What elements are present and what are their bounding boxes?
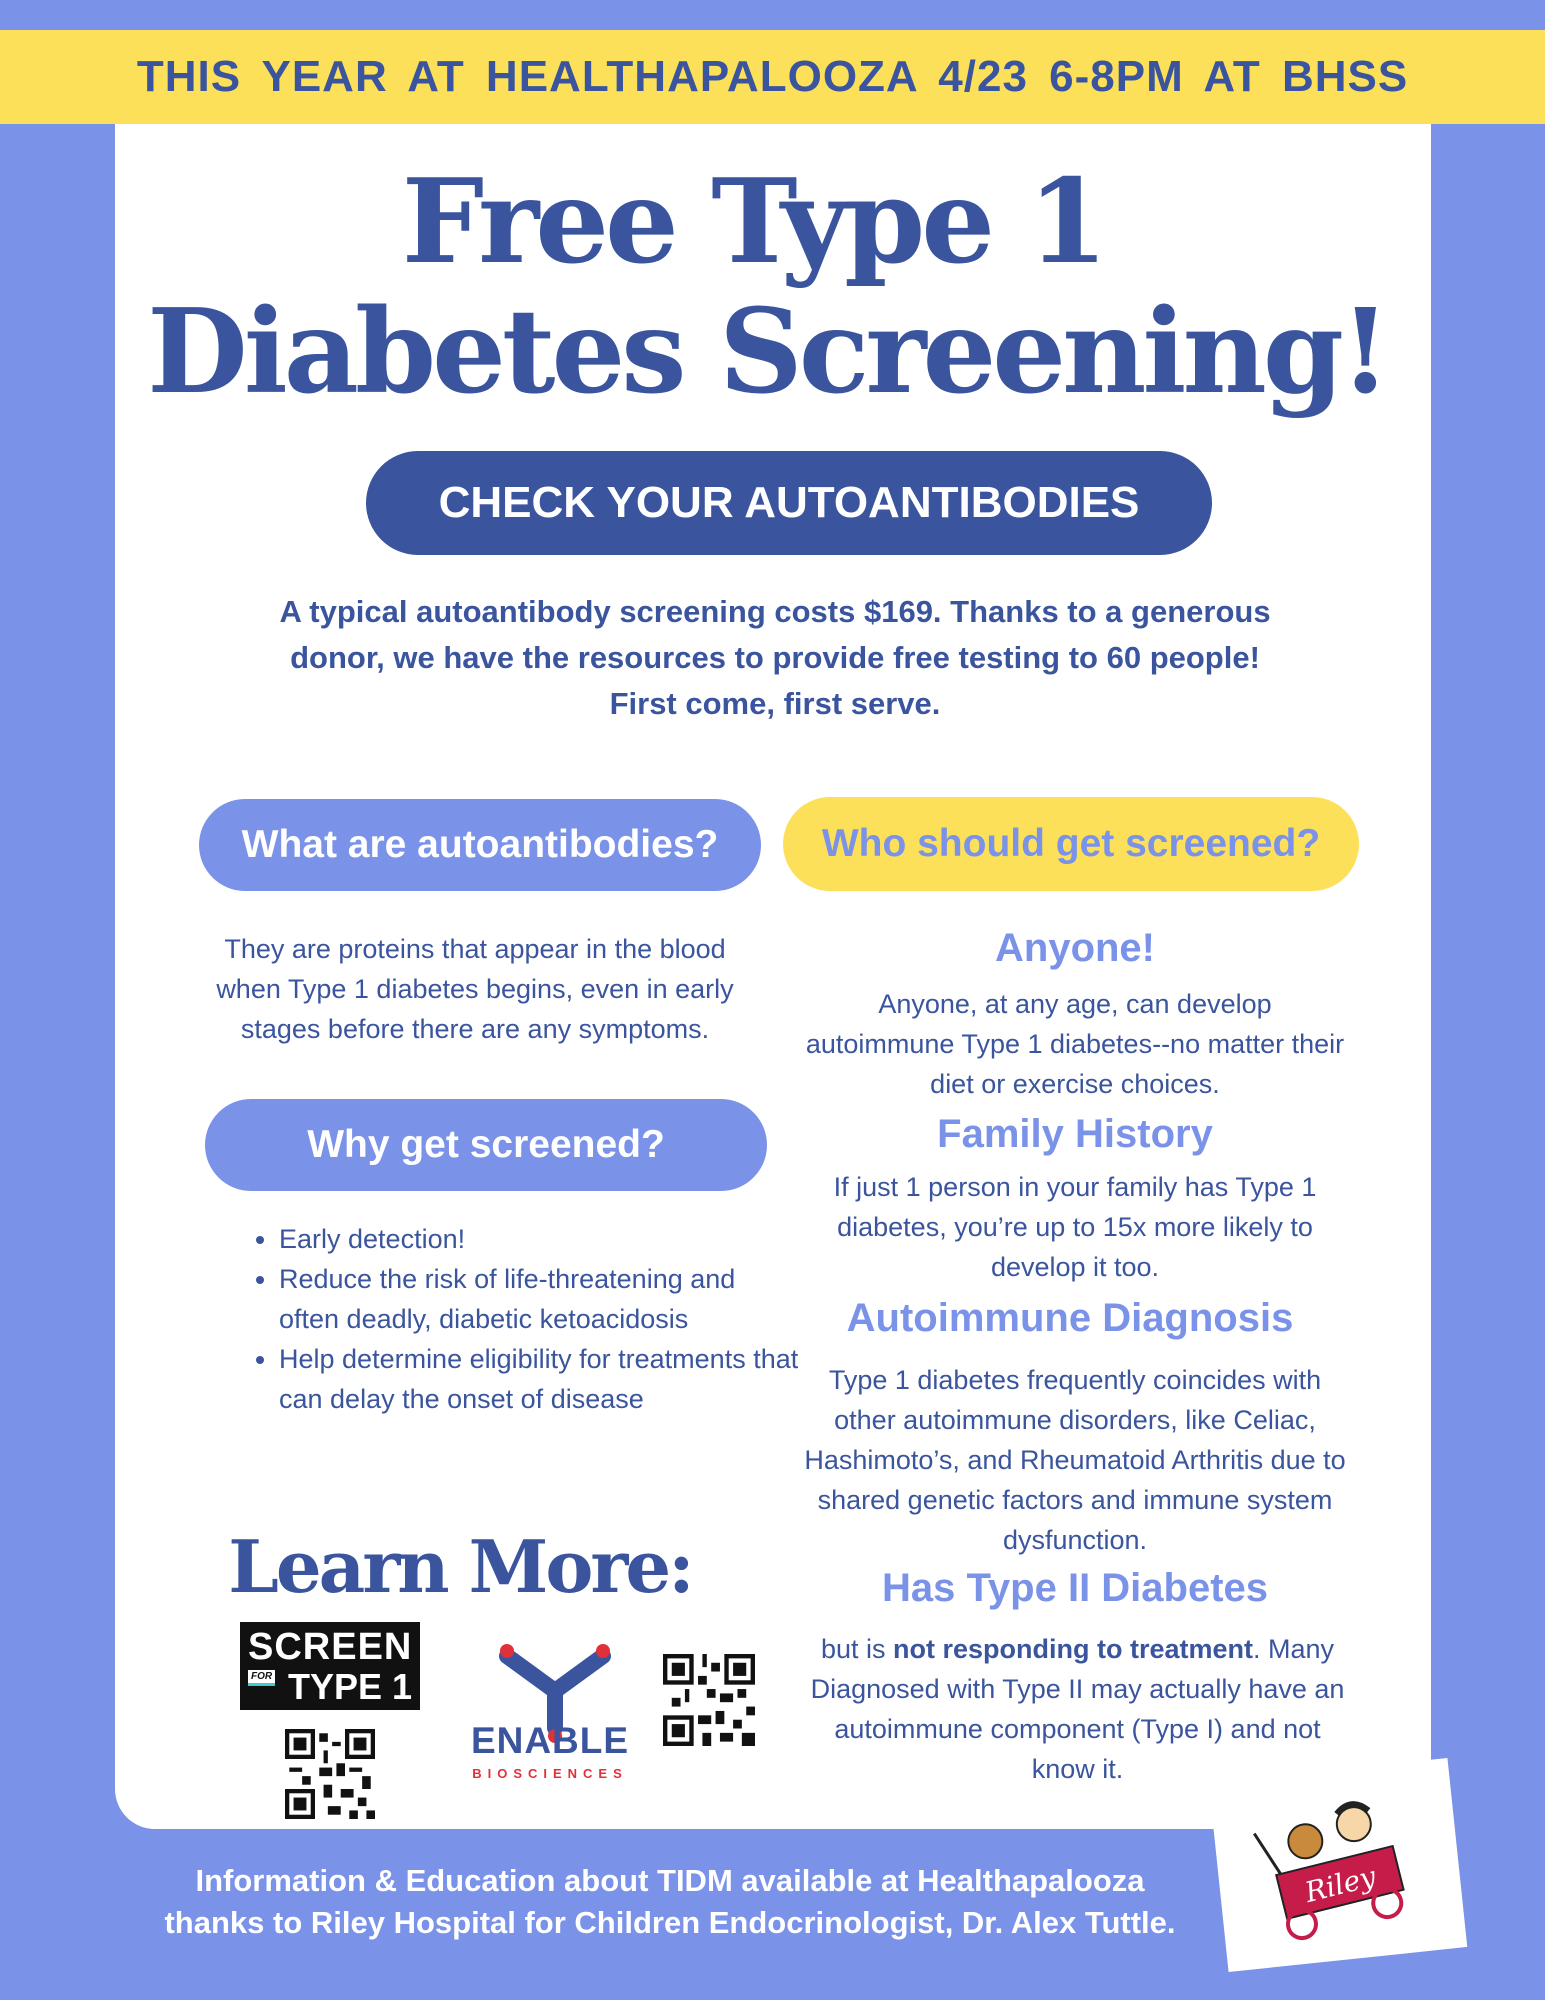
why-bullet-item: • Early detection! xyxy=(279,1219,799,1259)
type2-text xyxy=(805,1629,1350,1789)
enable-logo-sub: BIOSCIENCES xyxy=(472,1766,628,1781)
why-bullet-list xyxy=(245,1219,799,1419)
footer-line-2: thanks to Riley Hospital for Children Endocrinologist, Dr. Alex Tuttle. xyxy=(164,1905,1176,1940)
type2-heading: Has Type II Diabetes xyxy=(881,1566,1269,1610)
screen-logo-line-2: TYPE 1 xyxy=(288,1666,413,1707)
screen-logo-for: FOR xyxy=(248,1670,275,1686)
intro-line-1: A typical autoantibody screening costs $169. Thanks to a generous xyxy=(279,594,1271,629)
learn-more-heading: Learn More: xyxy=(228,1524,692,1609)
footer-text xyxy=(110,1860,1230,1944)
family-history-text: If just 1 person in your family has Type 1 diabetes, you’re up to 15x more likely to develop it too. xyxy=(833,1172,1317,1282)
footer-line-1: Information & Education about TIDM available at Healthapalooza xyxy=(195,1863,1145,1898)
headline-line-1: Free Type 1 xyxy=(401,154,1105,290)
enable-logo-word: ENABLE xyxy=(470,1720,630,1761)
why-bullet-item: • Reduce the risk of life-threatening and often deadly, diabetic ketoacidosis xyxy=(279,1259,799,1339)
type2-text-bold: not responding to treatment xyxy=(893,1634,1253,1664)
why-bullet-item: • Help determine eligibility for treatments that can delay the onset of disease xyxy=(279,1339,799,1419)
headline-line-2: Diabetes Screening! xyxy=(147,284,1387,420)
what-heading-pill: What are autoantibodies? xyxy=(199,799,761,891)
check-autoantibodies-pill: CHECK YOUR AUTOANTIBODIES xyxy=(366,451,1212,555)
intro-text xyxy=(235,589,1315,727)
who-heading-pill: Who should get screened? xyxy=(783,797,1359,891)
riley-logo-text: Riley xyxy=(1301,1859,1380,1909)
riley-hospital-logo xyxy=(1209,1758,1468,1972)
qr-code-icon[interactable] xyxy=(285,1729,375,1819)
qr-code-icon[interactable] xyxy=(663,1654,755,1746)
autoimmune-diagnosis-heading: Autoimmune Diagnosis xyxy=(846,1296,1294,1340)
family-history-heading: Family History xyxy=(937,1112,1213,1156)
intro-line-3: First come, first serve. xyxy=(609,686,941,721)
type2-text-post: . Many Diagnosed with Type II may actually have an autoimmune component (Type I) and not know it. xyxy=(810,1634,1345,1784)
event-banner-text: THIS YEAR AT HEALTHAPALOOZA 4/23 6-8PM AT BHSS xyxy=(136,52,1409,101)
why-heading-pill: Why get screened? xyxy=(205,1099,767,1191)
enable-biosciences-logo-icon[interactable] xyxy=(455,1636,655,1786)
screen-for-type1-logo[interactable] xyxy=(240,1622,420,1710)
riley-wagon-icon xyxy=(1209,1758,1468,1972)
anyone-heading: Anyone! xyxy=(995,926,1155,970)
anyone-text: Anyone, at any age, can develop autoimmune Type 1 diabetes--no matter their diet or exercise choices. xyxy=(805,989,1345,1099)
flyer-card xyxy=(115,124,1431,1829)
type2-text-pre: but is xyxy=(820,1634,893,1664)
screen-logo-line-1: SCREEN xyxy=(248,1626,413,1668)
top-banner xyxy=(0,30,1545,124)
intro-line-2: donor, we have the resources to provide free testing to 60 people! xyxy=(290,640,1260,675)
autoimmune-diagnosis-text: Type 1 diabetes frequently coincides with other autoimmune disorders, like Celiac, Hashimoto’s, and Rheumatoid Arthritis due to shared genetic factors and immune system dysfunction. xyxy=(804,1365,1346,1555)
what-description: They are proteins that appear in the blood when Type 1 diabetes begins, even in early stages before there are any symptoms. xyxy=(216,934,734,1044)
